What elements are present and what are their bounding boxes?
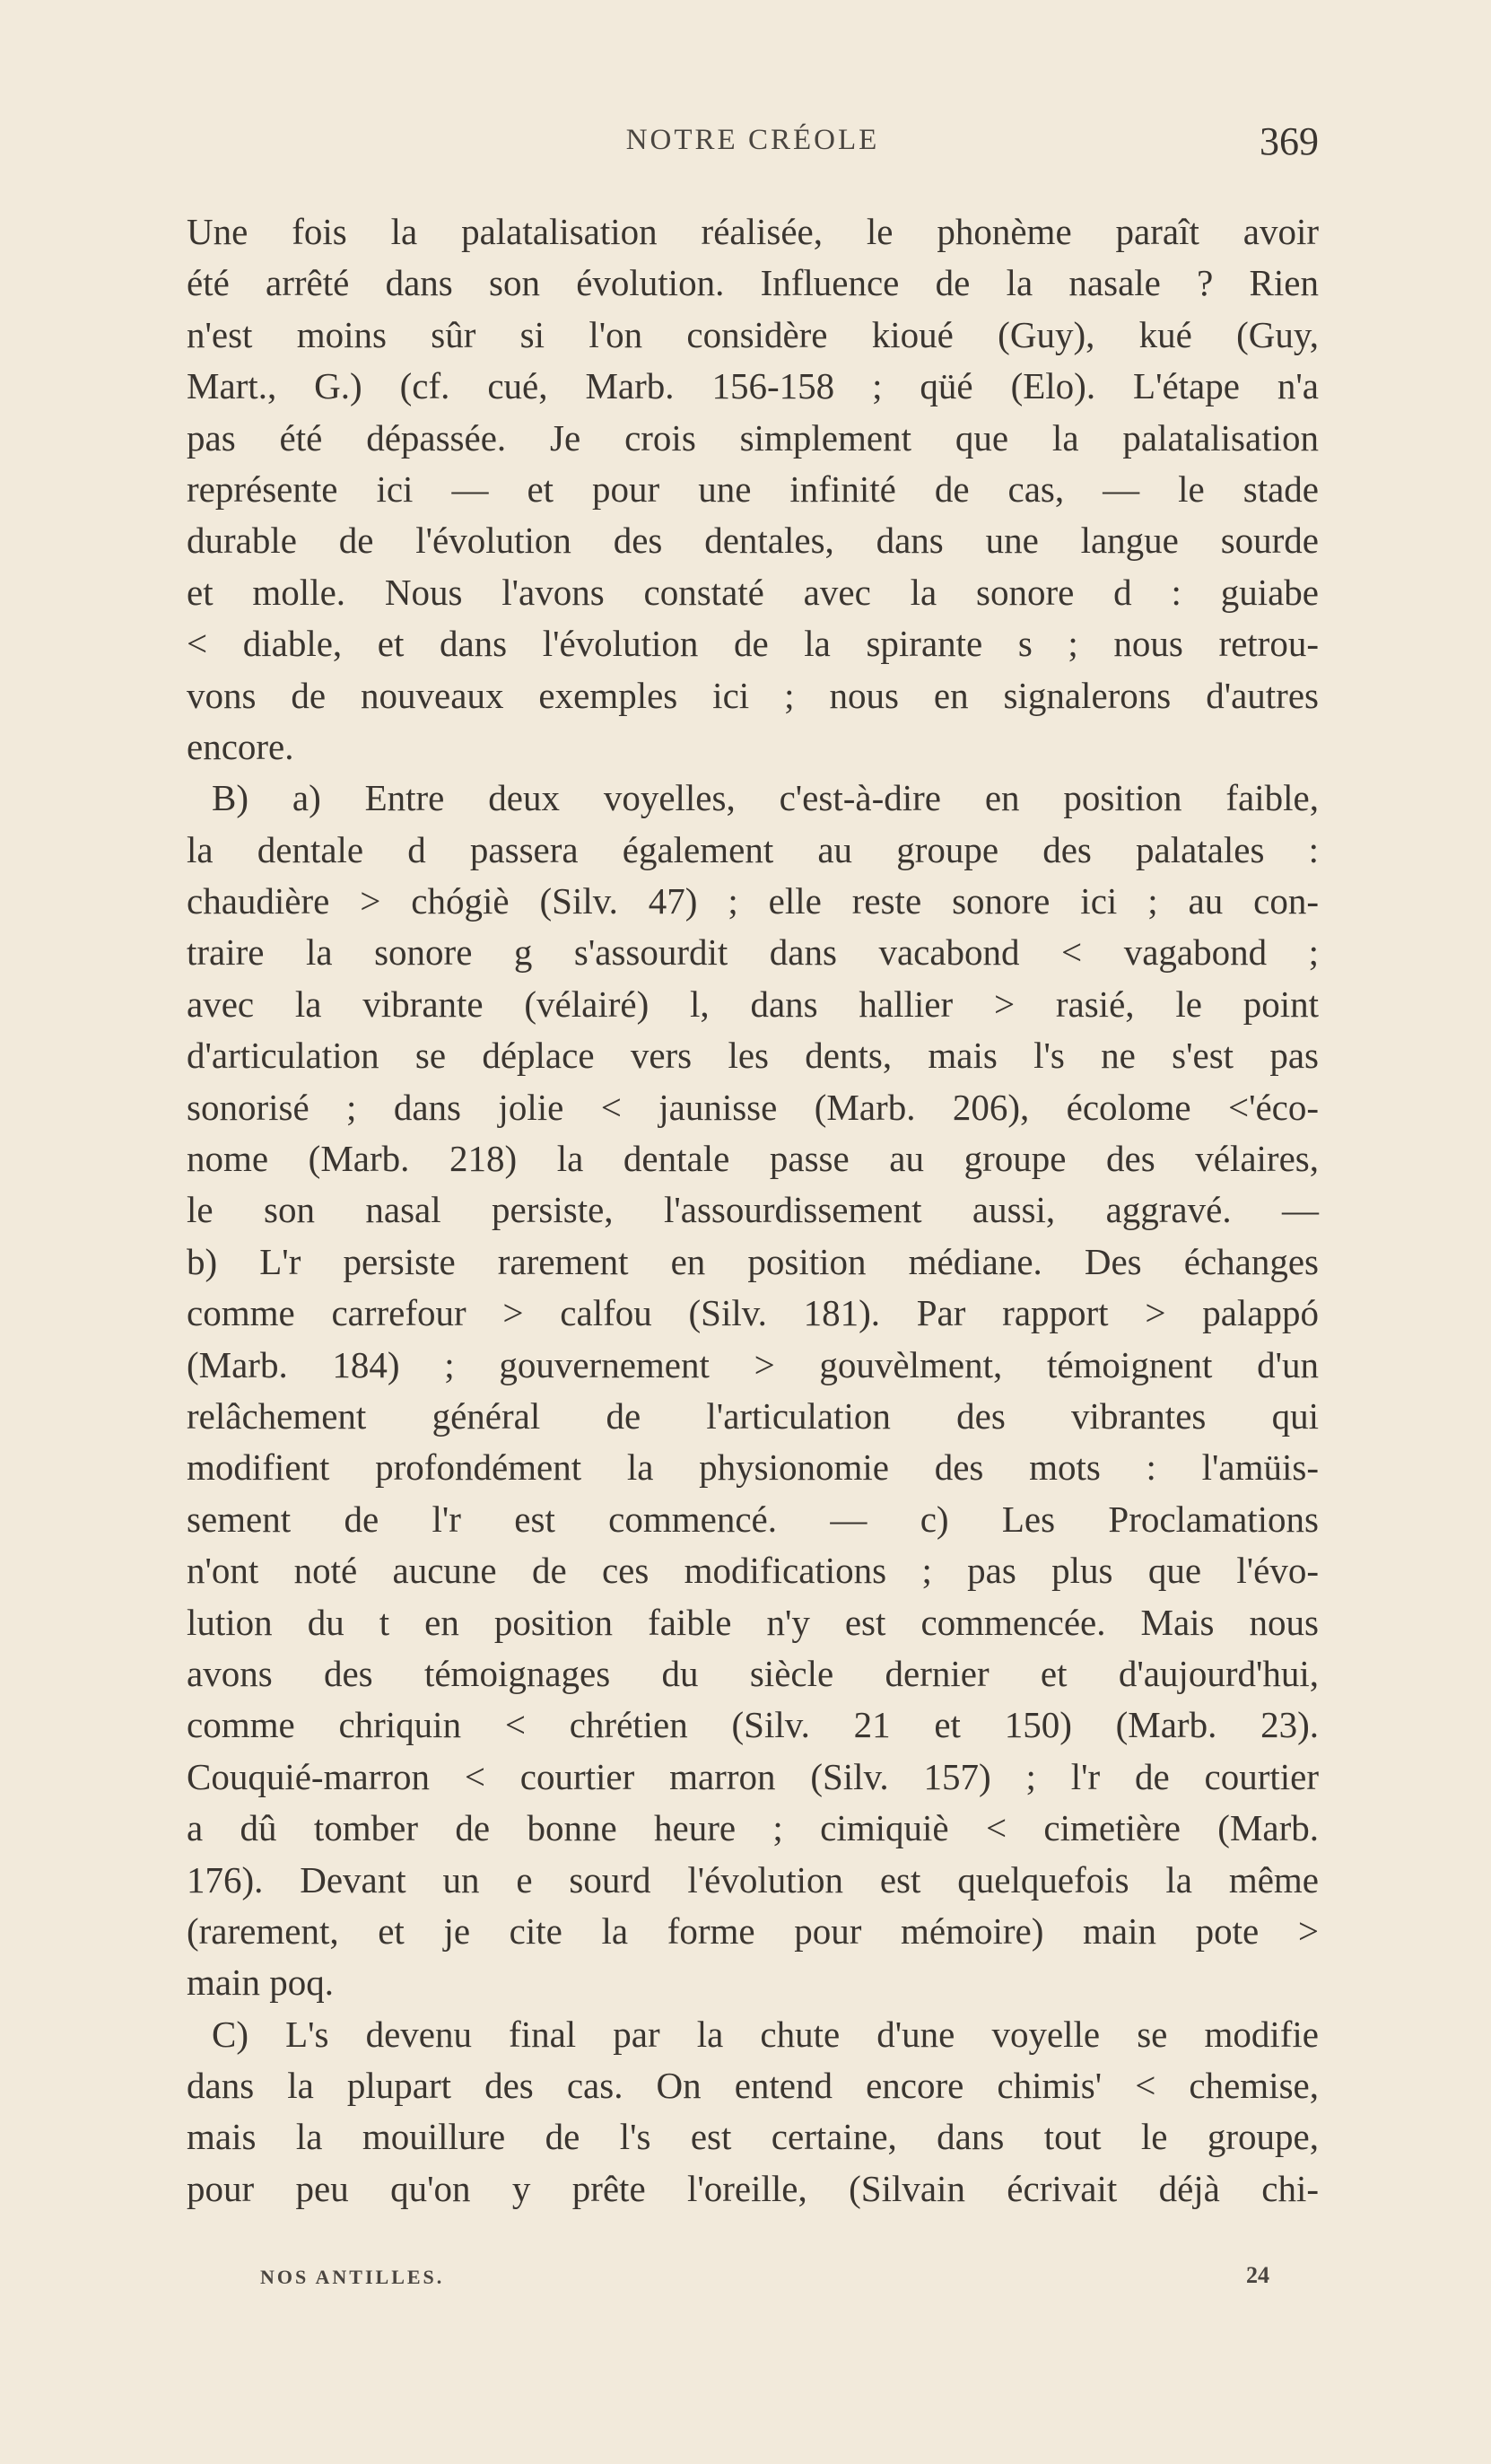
text-line: a dû tomber de bonne heure ; cimiquiè < cimetière (Marb.	[187, 1807, 1319, 1849]
text-line: représente ici — et pour une infinité de cas, — le stade	[187, 467, 1319, 510]
text-line: (Marb. 184) ; gouvernement > gouvèlment, témoignent d'un	[187, 1343, 1319, 1385]
text-line: pas été dépassée. Je crois simplement que la palatalisation	[187, 416, 1319, 459]
text-line: été arrêté dans son évolution. Influence de la nasale ? Rien	[187, 262, 1319, 304]
running-title: NOTRE CRÉOLE	[625, 124, 880, 156]
text-line: lution du t en position faible n'y est commencée. Mais nous	[187, 1601, 1319, 1643]
signature-mark: NOS ANTILLES.	[260, 2266, 445, 2288]
text-line: main poq.	[187, 1962, 334, 2004]
text-line: n'ont noté aucune de ces modifications ; pas plus que l'évo-	[187, 1550, 1319, 1592]
text-line: nome (Marb. 218) la dentale passe au groupe des vélaires,	[187, 1138, 1319, 1180]
text-line: mais la mouillure de l's est certaine, dans tout le groupe,	[187, 2116, 1319, 2158]
text-line: le son nasal persiste, l'assourdissement aussi, aggravé. —	[187, 1189, 1319, 1231]
page-header	[187, 119, 1319, 169]
text-line: Couquié-marron < courtier marron (Silv. 157) ; l'r de courtier	[187, 1755, 1319, 1797]
page-footer	[260, 2262, 1269, 2302]
text-line: comme carrefour > calfou (Silv. 181). Par rapport > palappó	[187, 1292, 1319, 1334]
text-line: d'articulation se déplace vers les dents, mais l's ne s'est pas	[187, 1035, 1319, 1077]
text-line: avons des témoignages du siècle dernier et d'aujourd'hui,	[187, 1652, 1319, 1694]
text-line: B) a) Entre deux voyelles, c'est-à-dire en position faible,	[212, 777, 1319, 819]
text-line: chaudière > chógiè (Silv. 47) ; elle reste sonore ici ; au con-	[187, 880, 1319, 922]
text-line: avec la vibrante (vélairé) l, dans hallier > rasié, le point	[187, 983, 1319, 1025]
text-line: modifient profondément la physionomie des mots : l'amüis-	[187, 1446, 1319, 1489]
text-line: Une fois la palatalisation réalisée, le phonème paraît avoir	[187, 211, 1319, 252]
text-line: relâchement général de l'articulation des vibrantes qui	[187, 1394, 1319, 1437]
text-line: sement de l'r est commencé. — c) Les Proclamations	[187, 1498, 1319, 1540]
text-line: 176). Devant un e sourd l'évolution est quelquefois la même	[187, 1858, 1319, 1900]
text-line: comme chriquin < chrétien (Silv. 21 et 150) (Marb. 23).	[187, 1704, 1319, 1746]
body-text	[187, 206, 1319, 2215]
text-line: et molle. Nous l'avons constaté avec la sonore d : guiabe	[187, 571, 1319, 613]
text-line: la dentale d passera également au groupe des palatales :	[187, 828, 1319, 870]
page-number: 369	[1260, 119, 1319, 163]
text-line: b) L'r persiste rarement en position médiane. Des échanges	[187, 1240, 1319, 1282]
text-line: n'est moins sûr si l'on considère kioué (Guy), kué (Guy,	[187, 313, 1319, 355]
text-line: vons de nouveaux exemples ici ; nous en signalerons d'autres	[187, 674, 1319, 716]
text-line: dans la plupart des cas. On entend encore chimis' < chemise,	[187, 2065, 1319, 2107]
text-line: (rarement, et je cite la forme pour mémoire) main pote >	[187, 1909, 1319, 1952]
text-line: pour peu qu'on y prête l'oreille, (Silvain écrivait déjà chi-	[187, 2167, 1319, 2209]
sheet-number: 24	[1246, 2262, 1269, 2288]
text-line: Mart., G.) (cf. cué, Marb. 156-158 ; qüé (Elo). L'étape n'a	[187, 365, 1319, 407]
text-line: sonorisé ; dans jolie < jaunisse (Marb. 206), écolome <'éco-	[187, 1086, 1319, 1128]
text-line: durable de l'évolution des dentales, dans une langue sourde	[187, 520, 1319, 562]
text-line: encore.	[187, 725, 294, 767]
text-line: < diable, et dans l'évolution de la spirante s ; nous retrou-	[187, 623, 1319, 665]
text-line: C) L's devenu final par la chute d'une voyelle se modifie	[212, 2013, 1319, 2055]
text-line: traire la sonore g s'assourdit dans vacabond < vagabond ;	[187, 931, 1319, 974]
